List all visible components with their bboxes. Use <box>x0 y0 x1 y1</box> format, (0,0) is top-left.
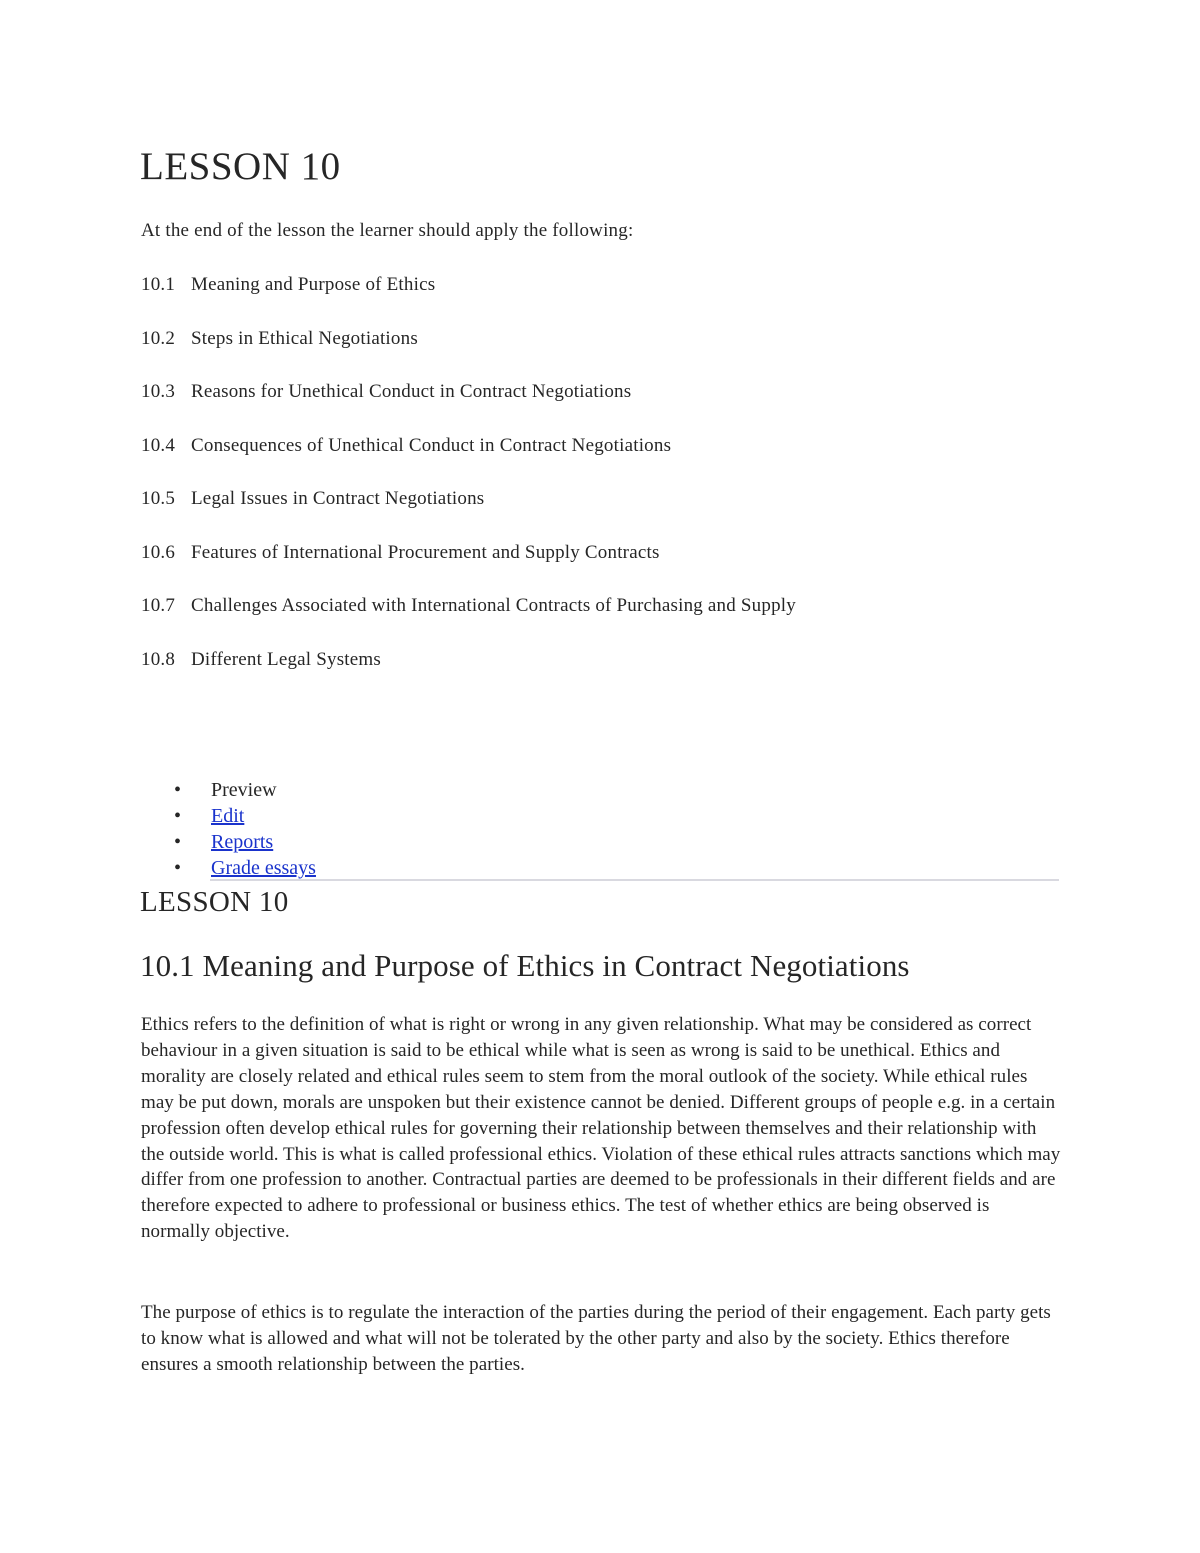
lesson-tabs <box>141 777 316 881</box>
tab-preview-label: Preview <box>211 779 277 801</box>
objective-item <box>141 272 796 326</box>
edit-link[interactable]: Edit <box>211 805 245 827</box>
tab-edit <box>141 803 316 829</box>
objective-item <box>141 486 796 540</box>
content-title: LESSON 10 <box>140 886 289 918</box>
objective-number: 10.1 <box>141 274 176 295</box>
objective-item <box>141 593 796 647</box>
objective-number: 10.3 <box>141 381 176 402</box>
objectives-list <box>141 272 796 700</box>
section-heading: 10.1 Meaning and Purpose of Ethics in Contract Negotiations <box>140 948 910 983</box>
tab-grade-essays <box>141 855 316 881</box>
objective-text: Legal Issues in Contract Negotiations <box>191 488 485 509</box>
bullet-icon: • <box>174 779 182 801</box>
tab-reports <box>141 829 316 855</box>
grade-essays-link[interactable]: Grade essays <box>211 857 316 879</box>
objective-text: Features of International Procurement and Supply Contracts <box>191 541 660 563</box>
objective-number: 10.4 <box>141 434 176 456</box>
reports-link[interactable]: Reports <box>211 831 274 853</box>
lesson-title: LESSON 10 <box>140 145 341 188</box>
bullet-icon: • <box>174 805 182 827</box>
bullet-icon: • <box>174 831 182 853</box>
objective-text: Steps in Ethical Negotiations <box>191 327 418 349</box>
objective-text: Different Legal Systems <box>191 648 381 670</box>
objective-item <box>141 326 796 380</box>
tab-preview[interactable] <box>141 777 316 803</box>
objective-text: Meaning and Purpose of Ethics <box>191 274 436 295</box>
objective-number: 10.8 <box>141 648 176 670</box>
objective-number: 10.5 <box>141 488 176 509</box>
bullet-icon: • <box>174 857 182 879</box>
objective-text: Consequences of Unethical Conduct in Contract Negotiations <box>191 434 672 456</box>
objective-item <box>141 379 796 433</box>
tabs-divider <box>210 879 1059 881</box>
body-paragraph: The purpose of ethics is to regulate the interaction of the parties during the period of their engagement. Each party gets to know what is allowed and what will not be tolerated by the other party and also by the society. Ethics therefore ensures a smooth relationship between the parties. <box>141 1302 1051 1375</box>
objective-item <box>141 647 796 701</box>
objective-number: 10.2 <box>141 327 176 349</box>
objective-item <box>141 433 796 487</box>
lesson-intro: At the end of the lesson the learner should apply the following: <box>141 220 634 241</box>
objective-text: Reasons for Unethical Conduct in Contract Negotiations <box>191 381 632 402</box>
objective-item <box>141 540 796 594</box>
objective-number: 10.6 <box>141 541 176 563</box>
objective-number: 10.7 <box>141 595 176 616</box>
body-paragraph: Ethics refers to the definition of what is right or wrong in any given relationship. What may be considered as correct behaviour in a given situation is said to be ethical while what is seen as wrong is said to be unethical. Ethics and morality are closely related and ethical rules seem to stem from the moral outlook of the society. While ethical rules may be put down, morals are unspoken but their existence cannot be denied. Different groups of people e.g. in a certain profession often develop ethical rules for governing their relationship between themselves and their relationship with the outside world. This is what is called professional ethics. Violation of these ethical rules attracts sanctions which may differ from one profession to another. Contractual parties are deemed to be professionals in their different fields and are therefore expected to adhere to professional or business ethics. The test of whether ethics are being observed is normally objective. <box>141 1014 1061 1243</box>
objective-text: Challenges Associated with International Contracts of Purchasing and Supply <box>191 595 796 616</box>
